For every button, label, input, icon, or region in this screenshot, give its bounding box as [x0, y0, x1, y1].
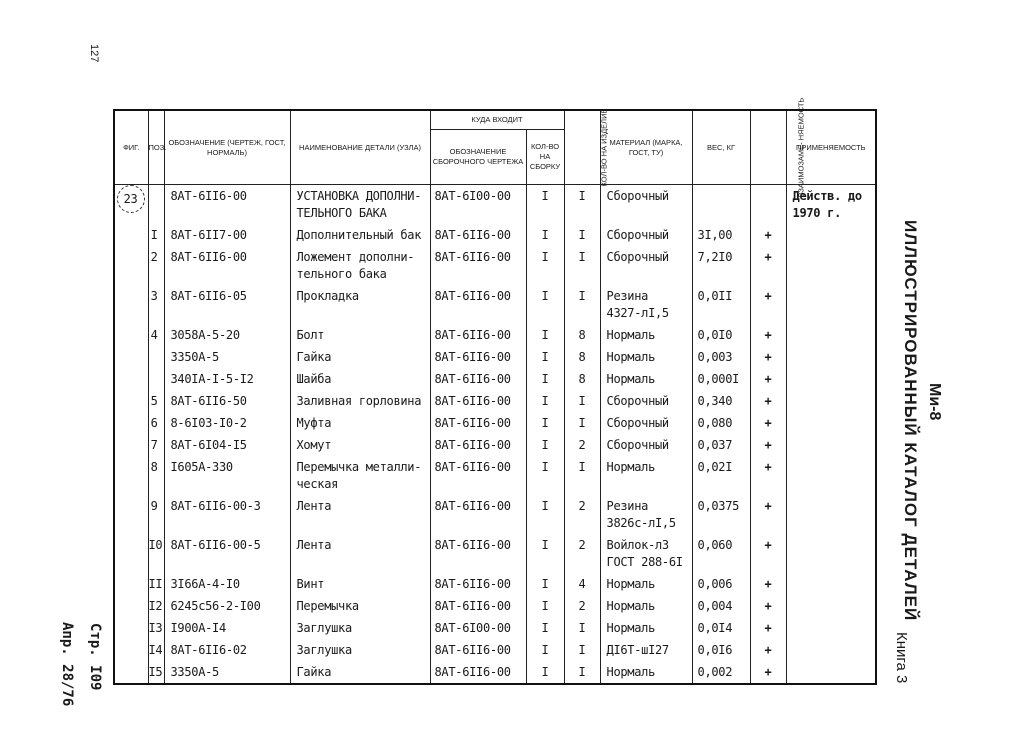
filler-cell	[114, 683, 148, 684]
cell-ic: +	[750, 534, 786, 573]
cell-line: УСТАНОВКА ДОПОЛНИ-	[296, 189, 422, 203]
cell-qi: 2	[564, 434, 600, 456]
cell-qi: I	[564, 661, 600, 683]
cell-name	[290, 346, 430, 368]
cell-name	[290, 368, 430, 390]
table-row	[114, 324, 876, 346]
cell-qa: I	[526, 285, 564, 324]
cell-name	[290, 573, 430, 595]
cell-qi: I	[564, 285, 600, 324]
cell-app	[786, 661, 876, 683]
cell-line: 4327-лI,5	[606, 306, 669, 320]
cell-name	[290, 324, 430, 346]
cell-name	[290, 495, 430, 534]
cell-asm: 8АТ-6II6-00	[430, 285, 526, 324]
cell-line: Муфта	[296, 416, 332, 430]
cell-app	[786, 617, 876, 639]
table-row	[114, 346, 876, 368]
cell-line: Перемычка металли-	[296, 460, 422, 474]
cell-line: Сборочный	[606, 394, 669, 408]
cell-line: 3826с-лI,5	[606, 516, 676, 530]
cell-qa: I	[526, 246, 564, 285]
cell-des: 6245с56-2-I00	[164, 595, 290, 617]
table-row	[114, 390, 876, 412]
cell-mat	[600, 246, 692, 285]
cell-app	[786, 573, 876, 595]
cell-fig	[114, 324, 148, 346]
cell-wt	[692, 185, 750, 225]
cell-des: 8АТ-6II6-50	[164, 390, 290, 412]
filler-cell	[564, 683, 600, 684]
cell-app	[786, 434, 876, 456]
cell-des: I605А-330	[164, 456, 290, 495]
cell-qi: 8	[564, 346, 600, 368]
cell-qa: I	[526, 390, 564, 412]
cell-fig	[114, 246, 148, 285]
cell-mat	[600, 390, 692, 412]
cell-asm: 8АТ-6II6-00	[430, 434, 526, 456]
cell-line: Сборочный	[606, 438, 669, 452]
cell-asm: 8АТ-6II6-00	[430, 224, 526, 246]
table-row	[114, 185, 876, 225]
cell-name	[290, 639, 430, 661]
filler-cell	[600, 683, 692, 684]
table-row	[114, 661, 876, 683]
cell-line: Болт	[296, 328, 325, 342]
cell-qa: I	[526, 346, 564, 368]
cell-name	[290, 412, 430, 434]
filler-cell	[692, 683, 750, 684]
cell-des: 8АТ-6II6-05	[164, 285, 290, 324]
cell-fig	[114, 456, 148, 495]
cell-qi: I	[564, 246, 600, 285]
cell-line: Шайба	[296, 372, 332, 386]
cell-line: Лента	[296, 538, 332, 552]
cell-des: 3I66A-4-I0	[164, 573, 290, 595]
cell-mat	[600, 495, 692, 534]
cell-des: 3350А-5	[164, 661, 290, 683]
cell-qa: I	[526, 434, 564, 456]
cell-name	[290, 246, 430, 285]
cell-pos: I3	[148, 617, 164, 639]
cell-qi: I	[564, 412, 600, 434]
cell-line: ДI6Т-шI27	[606, 643, 669, 657]
cell-pos: 7	[148, 434, 164, 456]
cell-name	[290, 285, 430, 324]
cell-line: Сборочный	[606, 189, 669, 203]
cell-ic: +	[750, 285, 786, 324]
cell-ic: +	[750, 246, 786, 285]
cell-line: 1970 г.	[792, 206, 841, 220]
cell-des: 8АТ-6I04-I5	[164, 434, 290, 456]
cell-pos	[148, 346, 164, 368]
cell-app	[786, 246, 876, 285]
filler-cell	[786, 683, 876, 684]
cell-qi: I	[564, 617, 600, 639]
parts-catalog-table	[113, 97, 877, 685]
cell-mat	[600, 224, 692, 246]
cell-line: Действ. до	[792, 189, 862, 203]
cell-pos: 2	[148, 246, 164, 285]
table-row	[114, 639, 876, 661]
cell-app	[786, 595, 876, 617]
cell-line: Винт	[296, 577, 325, 591]
cell-wt: 0,0II	[692, 285, 750, 324]
cell-asm: 8АТ-6II6-00	[430, 390, 526, 412]
book-number: Книга 3	[893, 632, 910, 684]
cell-mat	[600, 534, 692, 573]
cell-des: I900A-I4	[164, 617, 290, 639]
cell-fig	[114, 617, 148, 639]
cell-fig	[114, 390, 148, 412]
table-body	[114, 185, 876, 685]
cell-asm: 8АТ-6II6-00	[430, 661, 526, 683]
cell-line: Заглушка	[296, 643, 352, 657]
aircraft-model: Ми-8	[926, 383, 943, 421]
cell-qa: I	[526, 185, 564, 225]
cell-asm: 8АТ-6I00-00	[430, 617, 526, 639]
cell-ic: +	[750, 456, 786, 495]
cell-name	[290, 595, 430, 617]
cell-qa: I	[526, 639, 564, 661]
cell-fig	[114, 224, 148, 246]
cell-line: Гайка	[296, 350, 332, 364]
cell-pos: I	[148, 224, 164, 246]
cell-des: 8АТ-6II7-00	[164, 224, 290, 246]
cell-mat	[600, 639, 692, 661]
header-where-used: КУДА ВХОДИТ	[430, 110, 564, 130]
table-row	[114, 617, 876, 639]
cell-line: ГОСТ 288-6I	[606, 555, 683, 569]
cell-fig	[114, 639, 148, 661]
table-row	[114, 495, 876, 534]
cell-line: Нормаль	[606, 577, 655, 591]
cell-fig	[114, 573, 148, 595]
cell-des: 3058А-5-20	[164, 324, 290, 346]
cell-fig	[114, 534, 148, 573]
cell-wt: 0,0I0	[692, 324, 750, 346]
cell-asm: 8АТ-6II6-00	[430, 346, 526, 368]
cell-mat	[600, 285, 692, 324]
cell-qa: I	[526, 595, 564, 617]
cell-fig	[114, 661, 148, 683]
header-name: НАИМЕНОВАНИЕ ДЕТАЛИ (УЗЛА)	[290, 110, 430, 185]
cell-line: Хомут	[296, 438, 332, 452]
cell-wt: 0,0375	[692, 495, 750, 534]
table-row	[114, 573, 876, 595]
cell-ic: +	[750, 368, 786, 390]
cell-app	[786, 412, 876, 434]
cell-pos: 8	[148, 456, 164, 495]
cell-line: ческая	[296, 477, 339, 491]
cell-wt: 0,02I	[692, 456, 750, 495]
cell-des: 8АТ-6II6-02	[164, 639, 290, 661]
cell-des: 8АТ-6II6-00-5	[164, 534, 290, 573]
cell-pos: I4	[148, 639, 164, 661]
filler-cell	[750, 683, 786, 684]
cell-line: Заглушка	[296, 621, 352, 635]
cell-asm: 8АТ-6II6-00	[430, 324, 526, 346]
cell-line: Нормаль	[606, 328, 655, 342]
filler-cell	[164, 683, 290, 684]
cell-mat	[600, 346, 692, 368]
header-qty-item	[564, 108, 608, 186]
filler-cell	[148, 683, 164, 684]
cell-qa: I	[526, 534, 564, 573]
cell-line: Нормаль	[606, 372, 655, 386]
cell-mat	[600, 661, 692, 683]
cell-line: Нормаль	[606, 460, 655, 474]
table-row	[114, 224, 876, 246]
cell-des: 8АТ-6II6-00-3	[164, 495, 290, 534]
cell-name	[290, 434, 430, 456]
cell-name	[290, 661, 430, 683]
cell-line: Сборочный	[606, 250, 669, 264]
header-qty-item-label: КОЛ-ВО НА ИЗДЕЛИЕ	[598, 108, 608, 186]
catalog-title: ИЛЛЮСТРИРОВАННЫЙ КАТАЛОГ ДЕТАЛЕЙ	[901, 220, 920, 622]
cell-pos: 6	[148, 412, 164, 434]
cell-mat	[600, 573, 692, 595]
cell-line: Гайка	[296, 665, 332, 679]
cell-wt: 0,080	[692, 412, 750, 434]
cell-wt: 0,037	[692, 434, 750, 456]
cell-pos: 5	[148, 390, 164, 412]
cell-wt: 0,0I6	[692, 639, 750, 661]
cell-ic: +	[750, 595, 786, 617]
cell-pos: I0	[148, 534, 164, 573]
cell-asm: 8АТ-6II6-00	[430, 456, 526, 495]
cell-line: тельного бака	[296, 267, 387, 281]
cell-asm: 8АТ-6II6-00	[430, 368, 526, 390]
header-material: МАТЕРИАЛ (МАРКА, ГОСТ, ТУ)	[600, 110, 692, 185]
cell-app	[786, 324, 876, 346]
cell-qi: 2	[564, 495, 600, 534]
cell-ic: +	[750, 224, 786, 246]
cell-line: Сборочный	[606, 228, 669, 242]
cell-qi: I	[564, 185, 600, 225]
cell-ic: +	[750, 617, 786, 639]
cell-wt: 0,003	[692, 346, 750, 368]
cell-pos	[148, 185, 164, 225]
cell-line: Сборочный	[606, 416, 669, 430]
header-weight: ВЕС, КГ	[692, 110, 750, 185]
cell-fig	[114, 285, 148, 324]
page-marker: 127	[88, 44, 100, 63]
cell-name	[290, 456, 430, 495]
cell-pos: I5	[148, 661, 164, 683]
cell-mat	[600, 617, 692, 639]
page-number: Стр. I09	[87, 623, 103, 691]
revision-date: Апр. 28/76	[59, 622, 75, 707]
cell-line: Резина	[606, 499, 649, 513]
header-fig: ФИГ.	[114, 110, 148, 185]
table-row	[114, 285, 876, 324]
cell-wt: 0,004	[692, 595, 750, 617]
cell-pos: I2	[148, 595, 164, 617]
filler-cell	[290, 683, 430, 684]
table-row	[114, 434, 876, 456]
cell-fig	[114, 412, 148, 434]
cell-line: Резина	[606, 289, 649, 303]
cell-line: Прокладка	[296, 289, 359, 303]
cell-mat	[600, 434, 692, 456]
cell-mat	[600, 456, 692, 495]
cell-app	[786, 534, 876, 573]
cell-wt: 0,0I4	[692, 617, 750, 639]
cell-qa: I	[526, 324, 564, 346]
cell-qi: I	[564, 639, 600, 661]
cell-app	[786, 456, 876, 495]
cell-fig	[114, 346, 148, 368]
cell-wt: 7,2I0	[692, 246, 750, 285]
cell-ic: +	[750, 661, 786, 683]
cell-asm: 8АТ-6II6-00	[430, 573, 526, 595]
cell-name	[290, 185, 430, 225]
cell-app	[786, 390, 876, 412]
cell-line: Нормаль	[606, 350, 655, 364]
cell-des: 3350А-5	[164, 346, 290, 368]
cell-ic	[750, 185, 786, 225]
cell-fig	[114, 368, 148, 390]
table-row	[114, 534, 876, 573]
cell-app	[786, 285, 876, 324]
cell-name	[290, 534, 430, 573]
cell-qa: I	[526, 573, 564, 595]
header-pos: ПОЗ.	[148, 110, 164, 185]
cell-asm: 8АТ-6II6-00	[430, 412, 526, 434]
header-applicability: ПРИМЕНЯЕМОСТЬ	[786, 110, 876, 185]
table-row	[114, 412, 876, 434]
cell-mat	[600, 368, 692, 390]
cell-mat	[600, 324, 692, 346]
cell-line: ТЕЛЬНОГО БАКА	[296, 206, 387, 220]
header-qty-assembly: КОЛ-ВО НА СБОРКУ	[526, 130, 564, 185]
cell-qa: I	[526, 617, 564, 639]
cell-pos: 3	[148, 285, 164, 324]
cell-wt: 0,006	[692, 573, 750, 595]
cell-qi: 2	[564, 595, 600, 617]
cell-asm: 8АТ-6II6-00	[430, 246, 526, 285]
header-interchange	[750, 97, 805, 197]
cell-app	[786, 639, 876, 661]
cell-line: Заливная горловина	[296, 394, 422, 408]
cell-qi: I	[564, 390, 600, 412]
cell-mat	[600, 595, 692, 617]
cell-line: Нормаль	[606, 665, 655, 679]
cell-qa: I	[526, 224, 564, 246]
cell-app	[786, 346, 876, 368]
cell-line: Нормаль	[606, 621, 655, 635]
cell-ic: +	[750, 390, 786, 412]
cell-qi: I	[564, 224, 600, 246]
cell-fig	[114, 495, 148, 534]
table-row	[114, 595, 876, 617]
cell-pos: 4	[148, 324, 164, 346]
cell-qa: I	[526, 456, 564, 495]
filler-cell	[430, 683, 526, 684]
cell-line: Перемычка	[296, 599, 359, 613]
cell-pos	[148, 368, 164, 390]
table-filler-row	[114, 683, 876, 684]
header-designation: ОБОЗНАЧЕНИЕ (ЧЕРТЕЖ, ГОСТ, НОРМАЛЬ)	[164, 110, 290, 185]
cell-asm: 8АТ-6I00-00	[430, 185, 526, 225]
cell-asm: 8АТ-6II6-00	[430, 534, 526, 573]
cell-ic: +	[750, 324, 786, 346]
cell-line: Нормаль	[606, 599, 655, 613]
header-assembly: ОБОЗНАЧЕНИЕ СБОРОЧНОГО ЧЕРТЕЖА	[430, 130, 526, 185]
header-interchange-label: ВЗАИМОЗАМЕ- НЯЕМОСТЬ	[795, 97, 805, 197]
cell-ic: +	[750, 495, 786, 534]
cell-app	[786, 495, 876, 534]
table-row	[114, 368, 876, 390]
cell-ic: +	[750, 573, 786, 595]
cell-qi: 2	[564, 534, 600, 573]
cell-des: 340IA-I-5-I2	[164, 368, 290, 390]
cell-asm: 8АТ-6II6-00	[430, 595, 526, 617]
cell-qa: I	[526, 495, 564, 534]
cell-line: Ложемент дополни-	[296, 250, 415, 264]
cell-wt: 3I,00	[692, 224, 750, 246]
cell-fig	[114, 185, 148, 225]
cell-qa: I	[526, 412, 564, 434]
cell-des: 8АТ-6II6-00	[164, 185, 290, 225]
cell-wt: 0,340	[692, 390, 750, 412]
cell-line: Войлок-л3	[606, 538, 669, 552]
cell-qi: I	[564, 456, 600, 495]
cell-line: Дополнительный бак	[296, 228, 422, 242]
cell-fig	[114, 434, 148, 456]
cell-qa: I	[526, 368, 564, 390]
cell-wt: 0,002	[692, 661, 750, 683]
cell-asm: 8АТ-6II6-00	[430, 495, 526, 534]
cell-pos: 9	[148, 495, 164, 534]
cell-app	[786, 368, 876, 390]
cell-name	[290, 617, 430, 639]
cell-wt: 0,000I	[692, 368, 750, 390]
figure-number-badge: 23	[117, 185, 145, 213]
table-row	[114, 246, 876, 285]
cell-pos: II	[148, 573, 164, 595]
cell-qi: 8	[564, 324, 600, 346]
cell-qi: 4	[564, 573, 600, 595]
filler-cell	[526, 683, 564, 684]
cell-qa: I	[526, 661, 564, 683]
table-row	[114, 456, 876, 495]
cell-fig	[114, 595, 148, 617]
cell-app	[786, 224, 876, 246]
cell-des: 8АТ-6II6-00	[164, 246, 290, 285]
cell-mat	[600, 412, 692, 434]
cell-line: Лента	[296, 499, 332, 513]
cell-ic: +	[750, 346, 786, 368]
cell-ic: +	[750, 434, 786, 456]
cell-name	[290, 224, 430, 246]
cell-mat	[600, 185, 692, 225]
cell-wt: 0,060	[692, 534, 750, 573]
cell-qi: 8	[564, 368, 600, 390]
cell-asm: 8АТ-6II6-00	[430, 639, 526, 661]
cell-ic: +	[750, 412, 786, 434]
cell-name	[290, 390, 430, 412]
cell-ic: +	[750, 639, 786, 661]
cell-des: 8-6I03-I0-2	[164, 412, 290, 434]
